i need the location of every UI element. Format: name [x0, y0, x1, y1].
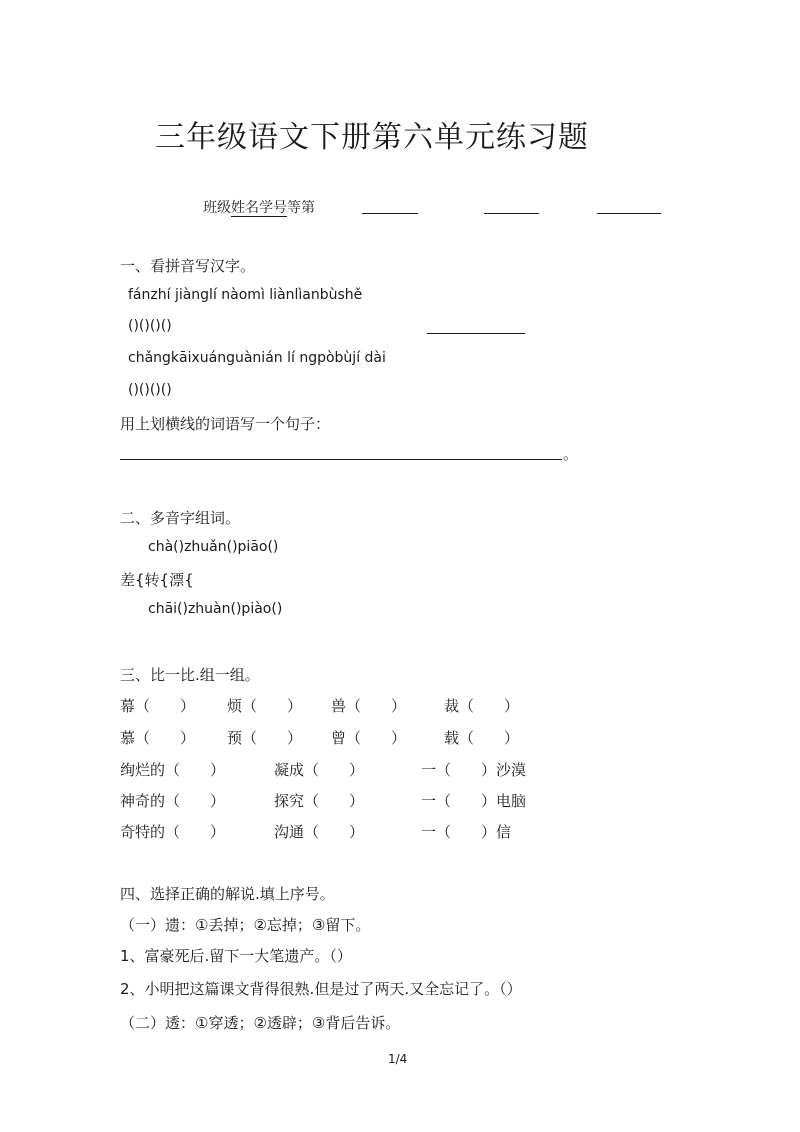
phrase-item[interactable]: 奇特的（ ）: [120, 823, 226, 841]
phrase-item[interactable]: 一（ ）信: [421, 823, 512, 841]
id-blank[interactable]: [484, 213, 539, 214]
header-info: [203, 197, 315, 217]
name-blank[interactable]: [362, 213, 418, 214]
sentence-prompt: 用上划横线的词语写一个句子：: [120, 415, 331, 433]
page-title: 三年级语文下册第六单元练习题: [155, 120, 589, 155]
phrase-item[interactable]: 凝成（ ）: [274, 761, 365, 779]
section2-heading: 二、多音字组词。: [120, 509, 241, 527]
subsection-2: （二）透：①穿透；②透辟；③背后告诉。: [120, 1014, 401, 1032]
phrase-item[interactable]: 探究（ ）: [274, 792, 365, 810]
phrase-item[interactable]: 沟通（ ）: [274, 823, 365, 841]
grade-blank[interactable]: [597, 213, 661, 214]
name-id-label: 姓名学号: [231, 200, 287, 216]
phrase-item[interactable]: 绚烂的（ ）: [120, 761, 226, 779]
pinyin-line-2: chǎngkāixuánguànián lí ngpòbùjí dài: [128, 350, 386, 366]
compare-item[interactable]: 曾（ ）: [331, 729, 407, 747]
compare-item[interactable]: 预（ ）: [227, 729, 303, 747]
phrase-item[interactable]: 神奇的（ ）: [120, 792, 226, 810]
answer-blank[interactable]: [427, 333, 525, 334]
compare-item[interactable]: 兽（ ）: [331, 697, 407, 715]
pinyin-line-1: fánzhí jiànglí nàomì liànlìanbùshě: [128, 287, 363, 303]
page-number: 1/4: [388, 1052, 408, 1066]
question-2[interactable]: 2、小明把这篇课文背得很熟.但是过了两天.又全忘记了。（）: [120, 980, 522, 998]
polyphone-chars: 差{转{漂{: [120, 571, 194, 589]
compare-item[interactable]: 载（ ）: [444, 729, 520, 747]
polyphone-line-1[interactable]: chà()zhuǎn()piāo(): [148, 539, 279, 555]
compare-item[interactable]: 慕（ ）: [120, 729, 196, 747]
phrase-item[interactable]: 一（ ）沙漠: [421, 761, 527, 779]
section4-heading: 四、选择正确的解说.填上序号。: [120, 885, 335, 903]
compare-item[interactable]: 幕（ ）: [120, 697, 196, 715]
section3-heading: 三、比一比.组一组。: [120, 666, 260, 684]
class-label: 班级: [203, 200, 231, 216]
question-1[interactable]: 1、富豪死后.留下一大笔遗产。（）: [120, 947, 352, 965]
sentence-blank[interactable]: [120, 459, 562, 460]
phrase-item[interactable]: 一（ ）电脑: [421, 792, 527, 810]
subsection-1: （一）遗：①丢掉；②忘掉；③留下。: [120, 916, 371, 934]
compare-item[interactable]: 裁（ ）: [444, 697, 520, 715]
sentence-end: 。: [563, 445, 579, 463]
compare-item[interactable]: 烦（ ）: [227, 697, 303, 715]
polyphone-line-2[interactable]: chāi()zhuàn()piào(): [148, 601, 283, 617]
grade-label: 等第: [287, 200, 315, 216]
parens-line-1[interactable]: ()()()(): [128, 318, 172, 334]
section1-heading: 一、看拼音写汉字。: [120, 257, 256, 275]
parens-line-2[interactable]: ()()()(): [128, 382, 172, 398]
